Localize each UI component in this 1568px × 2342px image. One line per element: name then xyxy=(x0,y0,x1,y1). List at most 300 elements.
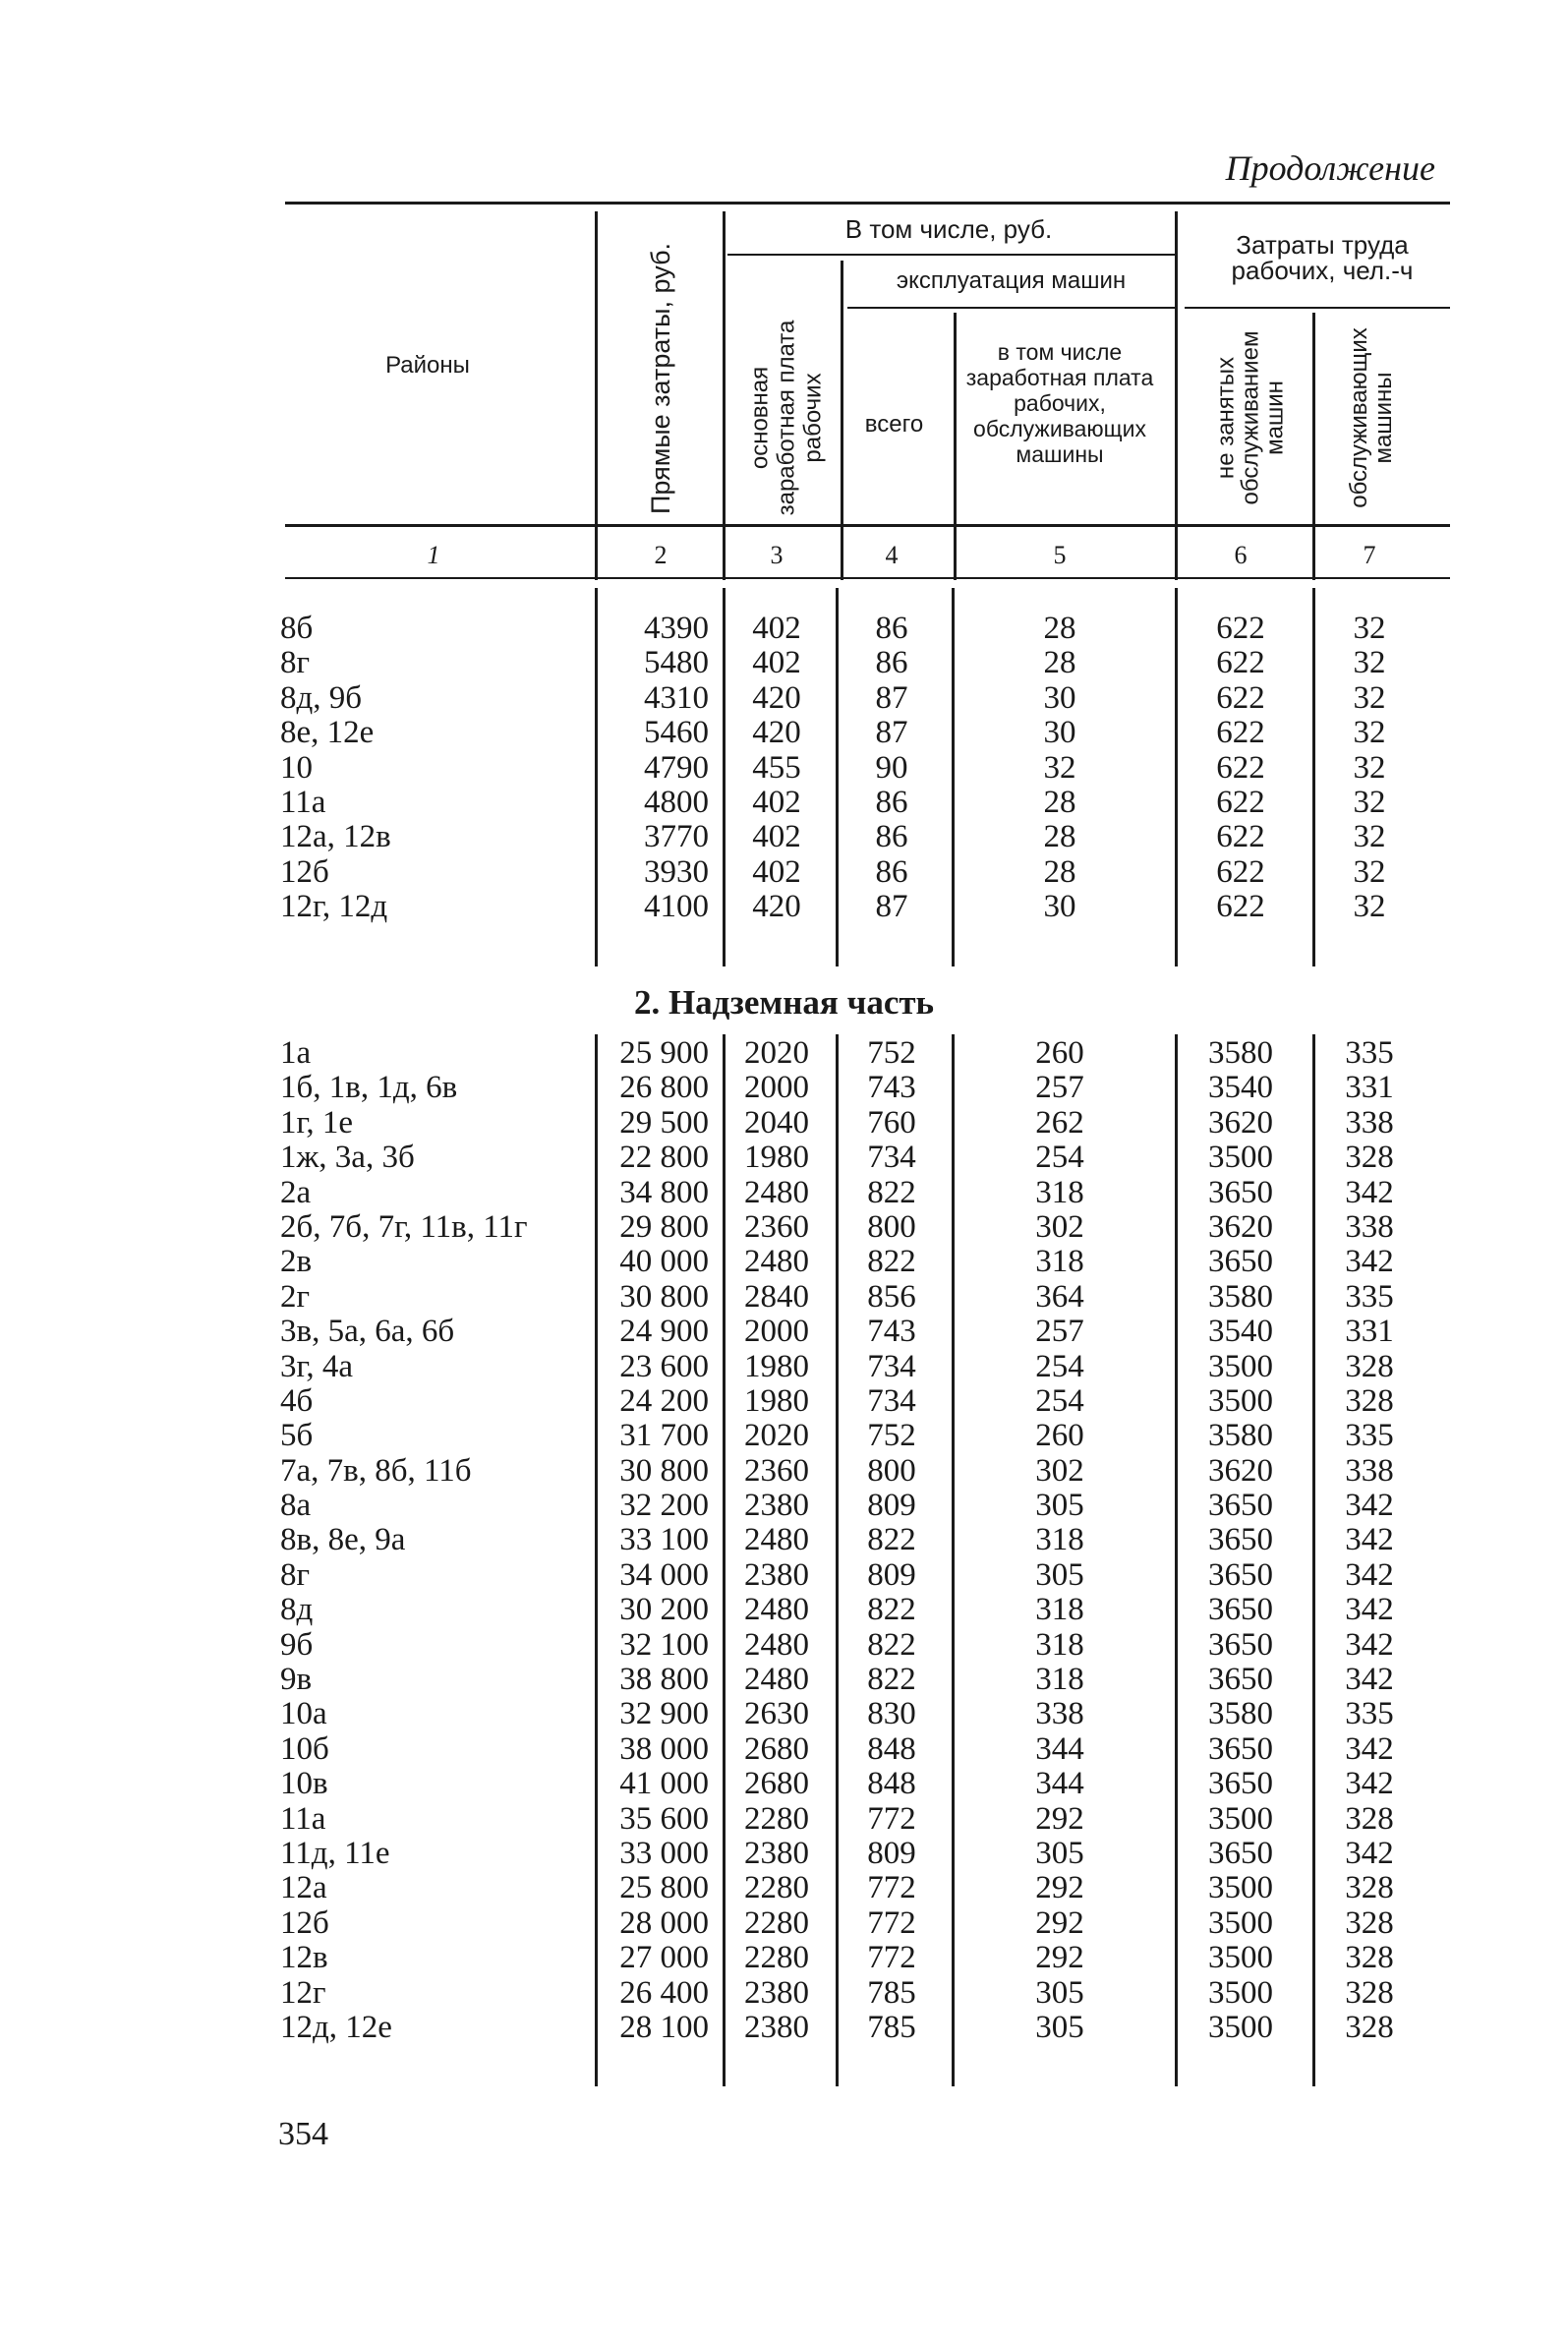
labor-not-machine-cell: 3500 xyxy=(1208,1348,1273,1384)
labor-machine-cell: 32 xyxy=(1353,784,1386,820)
base-wages-cell: 2630 xyxy=(744,1696,809,1732)
base-wages-cell: 402 xyxy=(752,853,801,890)
machine-operator-wages-cell: 318 xyxy=(1035,1174,1084,1210)
direct-costs-cell: 29 500 xyxy=(619,1104,709,1141)
machine-operator-wages-cell: 338 xyxy=(1035,1696,1084,1732)
direct-costs-cell: 4390 xyxy=(644,611,709,646)
labor-not-machine-cell: 3650 xyxy=(1208,1592,1273,1628)
district-cell: 12а, 12в xyxy=(280,819,391,855)
district-cell: 8а xyxy=(280,1488,312,1524)
labor-not-machine-cell: 622 xyxy=(1216,611,1265,646)
base-wages-cell: 402 xyxy=(752,819,801,855)
labor-not-machine-cell: 3650 xyxy=(1208,1730,1273,1767)
district-cell: 3в, 5а, 6а, 6б xyxy=(280,1314,455,1350)
base-wages-cell: 1980 xyxy=(744,1382,809,1419)
header-districts: Районы xyxy=(385,352,470,379)
machines-total-cell: 772 xyxy=(867,1870,916,1906)
district-cell: 2в xyxy=(280,1244,313,1280)
machines-total-cell: 752 xyxy=(867,1035,916,1071)
direct-costs-cell: 31 700 xyxy=(619,1418,709,1454)
machine-operator-wages-cell: 344 xyxy=(1035,1730,1084,1767)
machines-total-cell: 743 xyxy=(867,1314,916,1350)
direct-costs-cell: 30 800 xyxy=(619,1278,709,1315)
section-2-rows xyxy=(0,1036,1568,2045)
column-number: 5 xyxy=(1053,541,1067,569)
subheader-rule-including xyxy=(727,254,1175,256)
table-row xyxy=(0,1036,1568,1071)
machine-operator-wages-cell: 257 xyxy=(1035,1070,1084,1106)
table-row xyxy=(0,1315,1568,1349)
machine-operator-wages-cell: 292 xyxy=(1035,1940,1084,1976)
district-cell: 11а xyxy=(280,1800,326,1837)
table-row xyxy=(0,1245,1568,1279)
direct-costs-cell: 5480 xyxy=(644,645,709,681)
column-number: 1 xyxy=(427,541,440,569)
labor-not-machine-cell: 3500 xyxy=(1208,1940,1273,1976)
col-rule-5 xyxy=(1175,211,1178,580)
base-wages-cell: 2000 xyxy=(744,1070,809,1106)
direct-costs-cell: 32 900 xyxy=(619,1696,709,1732)
labor-not-machine-cell: 3580 xyxy=(1208,1035,1273,1071)
col-rule-4 xyxy=(954,313,957,580)
district-cell: 8е, 12е xyxy=(280,715,375,751)
table-row xyxy=(0,1941,1568,1975)
labor-machine-cell: 342 xyxy=(1345,1244,1394,1280)
direct-costs-cell: 26 800 xyxy=(619,1070,709,1106)
district-cell: 12а xyxy=(280,1870,327,1906)
machine-operator-wages-cell: 257 xyxy=(1035,1314,1084,1350)
machines-total-cell: 734 xyxy=(867,1348,916,1384)
machine-operator-wages-cell: 260 xyxy=(1035,1418,1084,1454)
labor-not-machine-cell: 622 xyxy=(1216,715,1265,751)
labor-machine-cell: 342 xyxy=(1345,1766,1394,1802)
header-group-labor: Затраты труда рабочих, чел.-ч xyxy=(1231,230,1414,285)
machines-total-cell: 800 xyxy=(867,1452,916,1489)
machine-operator-wages-cell: 318 xyxy=(1035,1244,1084,1280)
district-cell: 8д, 9б xyxy=(280,679,363,716)
labor-machine-cell: 32 xyxy=(1353,749,1386,786)
machines-total-cell: 822 xyxy=(867,1626,916,1663)
labor-machine-cell: 328 xyxy=(1345,2009,1394,2045)
table-row xyxy=(0,1976,1568,2011)
labor-not-machine-cell: 3650 xyxy=(1208,1835,1273,1871)
base-wages-cell: 2040 xyxy=(744,1104,809,1141)
col-rule-2 xyxy=(723,211,726,580)
labor-machine-cell: 328 xyxy=(1345,1800,1394,1837)
labor-not-machine-cell: 3580 xyxy=(1208,1696,1273,1732)
direct-costs-cell: 4100 xyxy=(644,889,709,925)
machine-operator-wages-cell: 28 xyxy=(1043,819,1076,855)
machine-operator-wages-cell: 305 xyxy=(1035,1835,1084,1871)
machines-total-cell: 822 xyxy=(867,1592,916,1628)
base-wages-cell: 1980 xyxy=(744,1348,809,1384)
machine-operator-wages-cell: 318 xyxy=(1035,1592,1084,1628)
machine-operator-wages-cell: 28 xyxy=(1043,784,1076,820)
district-cell: 8д xyxy=(280,1592,314,1628)
base-wages-cell: 2380 xyxy=(744,1488,809,1524)
base-wages-cell: 2480 xyxy=(744,1244,809,1280)
labor-not-machine-cell: 3500 xyxy=(1208,1140,1273,1176)
direct-costs-cell: 27 000 xyxy=(619,1940,709,1976)
machine-operator-wages-cell: 254 xyxy=(1035,1348,1084,1384)
labor-machine-cell: 328 xyxy=(1345,1382,1394,1419)
labor-not-machine-cell: 3650 xyxy=(1208,1488,1273,1524)
header-group-including: В том числе, руб. xyxy=(844,214,1053,244)
direct-costs-cell: 25 900 xyxy=(619,1035,709,1071)
machine-operator-wages-cell: 28 xyxy=(1043,611,1076,646)
header-not-machine-workers: не занятых обслуживанием машин xyxy=(1212,330,1289,505)
machines-total-cell: 809 xyxy=(867,1488,916,1524)
labor-machine-cell: 342 xyxy=(1345,1556,1394,1593)
machines-total-cell: 734 xyxy=(867,1140,916,1176)
base-wages-cell: 2280 xyxy=(744,1870,809,1906)
labor-not-machine-cell: 3620 xyxy=(1208,1104,1273,1141)
col-rule-3 xyxy=(841,261,843,580)
district-cell: 10в xyxy=(280,1766,328,1802)
column-number: 3 xyxy=(770,541,784,569)
machine-operator-wages-cell: 305 xyxy=(1035,2009,1084,2045)
district-cell: 11д, 11е xyxy=(280,1835,390,1871)
machines-total-cell: 822 xyxy=(867,1522,916,1558)
labor-machine-cell: 331 xyxy=(1345,1314,1394,1350)
direct-costs-cell: 33 100 xyxy=(619,1522,709,1558)
machine-operator-wages-cell: 318 xyxy=(1035,1626,1084,1663)
district-cell: 12б xyxy=(280,1904,329,1941)
table-row xyxy=(0,1767,1568,1801)
district-cell: 2б, 7б, 7г, 11в, 11г xyxy=(280,1208,528,1245)
district-cell: 12г xyxy=(280,1974,326,2011)
labor-not-machine-cell: 3650 xyxy=(1208,1244,1273,1280)
direct-costs-cell: 33 000 xyxy=(619,1835,709,1871)
labor-machine-cell: 328 xyxy=(1345,1940,1394,1976)
district-cell: 1г, 1е xyxy=(280,1104,353,1141)
direct-costs-cell: 25 800 xyxy=(619,1870,709,1906)
district-cell: 5б xyxy=(280,1418,314,1454)
direct-costs-cell: 29 800 xyxy=(619,1208,709,1245)
direct-costs-cell: 24 900 xyxy=(619,1314,709,1350)
header-bottom-rule xyxy=(285,524,1450,527)
base-wages-cell: 2280 xyxy=(744,1800,809,1837)
labor-not-machine-cell: 3650 xyxy=(1208,1556,1273,1593)
machine-operator-wages-cell: 305 xyxy=(1035,1556,1084,1593)
district-cell: 1б, 1в, 1д, 6в xyxy=(280,1070,458,1106)
direct-costs-cell: 32 200 xyxy=(619,1488,709,1524)
table-row xyxy=(0,612,1568,646)
labor-machine-cell: 328 xyxy=(1345,1348,1394,1384)
base-wages-cell: 2380 xyxy=(744,1556,809,1593)
machine-operator-wages-cell: 30 xyxy=(1043,715,1076,751)
district-cell: 8б xyxy=(280,611,314,646)
table-row xyxy=(0,1871,1568,1905)
labor-machine-cell: 331 xyxy=(1345,1070,1394,1106)
page-number: 354 xyxy=(278,2116,328,2152)
district-cell: 12б xyxy=(280,853,329,890)
labor-not-machine-cell: 3620 xyxy=(1208,1208,1273,1245)
header-machines-total: всего xyxy=(864,411,924,438)
district-cell: 8г xyxy=(280,645,311,681)
table-row xyxy=(0,1176,1568,1210)
district-cell: 4б xyxy=(280,1382,314,1419)
base-wages-cell: 2000 xyxy=(744,1314,809,1350)
labor-not-machine-cell: 3500 xyxy=(1208,1800,1273,1837)
labor-not-machine-cell: 3500 xyxy=(1208,2009,1273,2045)
column-number: 2 xyxy=(654,541,668,569)
direct-costs-cell: 23 600 xyxy=(619,1348,709,1384)
district-cell: 10б xyxy=(280,1730,329,1767)
machines-total-cell: 87 xyxy=(875,715,908,751)
direct-costs-cell: 38 800 xyxy=(619,1662,709,1698)
labor-machine-cell: 342 xyxy=(1345,1730,1394,1767)
labor-machine-cell: 32 xyxy=(1353,715,1386,751)
district-cell: 3г, 4а xyxy=(280,1348,353,1384)
machine-operator-wages-cell: 260 xyxy=(1035,1035,1084,1071)
table-row xyxy=(0,1697,1568,1731)
machines-total-cell: 785 xyxy=(867,1974,916,2011)
base-wages-cell: 2380 xyxy=(744,1835,809,1871)
direct-costs-cell: 32 100 xyxy=(619,1626,709,1663)
labor-not-machine-cell: 3500 xyxy=(1208,1382,1273,1419)
table-row xyxy=(0,820,1568,854)
base-wages-cell: 2480 xyxy=(744,1626,809,1663)
direct-costs-cell: 41 000 xyxy=(619,1766,709,1802)
labor-not-machine-cell: 622 xyxy=(1216,819,1265,855)
machines-total-cell: 772 xyxy=(867,1904,916,1941)
header-base-wages: основная заработная плата рабочих xyxy=(746,320,827,516)
table-row xyxy=(0,681,1568,716)
header-top-rule xyxy=(285,202,1450,205)
machines-total-cell: 822 xyxy=(867,1174,916,1210)
labor-not-machine-cell: 622 xyxy=(1216,853,1265,890)
labor-not-machine-cell: 3650 xyxy=(1208,1626,1273,1663)
labor-machine-cell: 342 xyxy=(1345,1592,1394,1628)
district-cell: 9б xyxy=(280,1626,314,1663)
labor-machine-cell: 32 xyxy=(1353,853,1386,890)
labor-machine-cell: 335 xyxy=(1345,1696,1394,1732)
machine-operator-wages-cell: 318 xyxy=(1035,1662,1084,1698)
labor-not-machine-cell: 3500 xyxy=(1208,1904,1273,1941)
machine-operator-wages-cell: 344 xyxy=(1035,1766,1084,1802)
base-wages-cell: 2380 xyxy=(744,2009,809,2045)
base-wages-cell: 402 xyxy=(752,645,801,681)
labor-not-machine-cell: 3500 xyxy=(1208,1870,1273,1906)
direct-costs-cell: 4800 xyxy=(644,784,709,820)
base-wages-cell: 2840 xyxy=(744,1278,809,1315)
labor-not-machine-cell: 3650 xyxy=(1208,1522,1273,1558)
base-wages-cell: 2280 xyxy=(744,1904,809,1941)
direct-costs-cell: 30 200 xyxy=(619,1592,709,1628)
labor-machine-cell: 342 xyxy=(1345,1174,1394,1210)
machines-total-cell: 772 xyxy=(867,1940,916,1976)
machines-total-cell: 785 xyxy=(867,2009,916,2045)
district-cell: 10 xyxy=(280,749,313,786)
column-number: 7 xyxy=(1363,541,1376,569)
base-wages-cell: 2480 xyxy=(744,1662,809,1698)
labor-machine-cell: 335 xyxy=(1345,1278,1394,1315)
table-row xyxy=(0,1280,1568,1315)
direct-costs-cell: 30 800 xyxy=(619,1452,709,1489)
table-row xyxy=(0,1906,1568,1941)
direct-costs-cell: 35 600 xyxy=(619,1800,709,1837)
labor-not-machine-cell: 3620 xyxy=(1208,1452,1273,1489)
base-wages-cell: 1980 xyxy=(744,1140,809,1176)
district-cell: 8в, 8е, 9а xyxy=(280,1522,406,1558)
machine-operator-wages-cell: 30 xyxy=(1043,889,1076,925)
machine-operator-wages-cell: 292 xyxy=(1035,1904,1084,1941)
district-cell: 12г, 12д xyxy=(280,889,388,925)
direct-costs-cell: 4790 xyxy=(644,749,709,786)
base-wages-cell: 420 xyxy=(752,679,801,716)
direct-costs-cell: 28 000 xyxy=(619,1904,709,1941)
direct-costs-cell: 28 100 xyxy=(619,2009,709,2045)
labor-not-machine-cell: 3580 xyxy=(1208,1278,1273,1315)
machines-total-cell: 86 xyxy=(875,784,908,820)
base-wages-cell: 2020 xyxy=(744,1035,809,1071)
continuation-label: Продолжение xyxy=(1225,148,1435,188)
labor-not-machine-cell: 622 xyxy=(1216,889,1265,925)
machine-operator-wages-cell: 254 xyxy=(1035,1382,1084,1419)
district-cell: 1ж, 3а, 3б xyxy=(280,1140,415,1176)
labor-machine-cell: 342 xyxy=(1345,1488,1394,1524)
machines-total-cell: 809 xyxy=(867,1556,916,1593)
machine-operator-wages-cell: 364 xyxy=(1035,1278,1084,1315)
base-wages-cell: 2280 xyxy=(744,1940,809,1976)
base-wages-cell: 420 xyxy=(752,889,801,925)
col-rule-1 xyxy=(595,211,598,580)
labor-not-machine-cell: 3500 xyxy=(1208,1974,1273,2011)
labor-machine-cell: 32 xyxy=(1353,679,1386,716)
labor-machine-cell: 342 xyxy=(1345,1835,1394,1871)
machine-operator-wages-cell: 302 xyxy=(1035,1452,1084,1489)
direct-costs-cell: 3770 xyxy=(644,819,709,855)
labor-machine-cell: 342 xyxy=(1345,1662,1394,1698)
machines-total-cell: 822 xyxy=(867,1662,916,1698)
district-cell: 9в xyxy=(280,1662,313,1698)
machine-operator-wages-cell: 305 xyxy=(1035,1974,1084,2011)
district-cell: 2а xyxy=(280,1174,312,1210)
base-wages-cell: 402 xyxy=(752,784,801,820)
machines-total-cell: 856 xyxy=(867,1278,916,1315)
colnum-bottom-rule xyxy=(285,577,1450,579)
machines-total-cell: 87 xyxy=(875,889,908,925)
district-cell: 8г xyxy=(280,1556,311,1593)
labor-machine-cell: 338 xyxy=(1345,1104,1394,1141)
base-wages-cell: 2680 xyxy=(744,1766,809,1802)
machines-total-cell: 86 xyxy=(875,611,908,646)
machine-operator-wages-cell: 262 xyxy=(1035,1104,1084,1141)
labor-machine-cell: 32 xyxy=(1353,611,1386,646)
machines-total-cell: 848 xyxy=(867,1766,916,1802)
labor-not-machine-cell: 3540 xyxy=(1208,1314,1273,1350)
table-row xyxy=(0,1350,1568,1384)
labor-not-machine-cell: 622 xyxy=(1216,749,1265,786)
district-cell: 1а xyxy=(280,1035,312,1071)
table-row xyxy=(0,1732,1568,1767)
direct-costs-cell: 24 200 xyxy=(619,1382,709,1419)
base-wages-cell: 2480 xyxy=(744,1522,809,1558)
machines-total-cell: 772 xyxy=(867,1800,916,1837)
district-cell: 10а xyxy=(280,1696,327,1732)
base-wages-cell: 420 xyxy=(752,715,801,751)
table-row xyxy=(0,1802,1568,1837)
labor-not-machine-cell: 3650 xyxy=(1208,1662,1273,1698)
table-row xyxy=(0,786,1568,820)
direct-costs-cell: 34 800 xyxy=(619,1174,709,1210)
machine-operator-wages-cell: 305 xyxy=(1035,1488,1084,1524)
labor-machine-cell: 342 xyxy=(1345,1626,1394,1663)
subheader-rule-machines xyxy=(847,307,1175,309)
section-2-title: 2. Надземная часть xyxy=(633,983,935,1022)
district-cell: 12д, 12е xyxy=(280,2009,392,2045)
machines-total-cell: 848 xyxy=(867,1730,916,1767)
machines-total-cell: 809 xyxy=(867,1835,916,1871)
machine-operator-wages-cell: 28 xyxy=(1043,645,1076,681)
machine-operator-wages-cell: 318 xyxy=(1035,1522,1084,1558)
column-number: 4 xyxy=(885,541,899,569)
table-row xyxy=(0,1106,1568,1141)
table-row xyxy=(0,1523,1568,1557)
district-cell: 11а xyxy=(280,784,326,820)
table-row xyxy=(0,890,1568,924)
machines-total-cell: 752 xyxy=(867,1418,916,1454)
table-row xyxy=(0,1663,1568,1697)
labor-machine-cell: 32 xyxy=(1353,889,1386,925)
table-row xyxy=(0,1628,1568,1663)
labor-not-machine-cell: 3580 xyxy=(1208,1418,1273,1454)
machine-operator-wages-cell: 292 xyxy=(1035,1870,1084,1906)
machines-total-cell: 86 xyxy=(875,819,908,855)
district-cell: 2г xyxy=(280,1278,311,1315)
table-row xyxy=(0,716,1568,750)
header-machine-operator-wages: в том числе заработная плата рабочих, обслуживающих машины xyxy=(965,339,1154,467)
base-wages-cell: 2360 xyxy=(744,1452,809,1489)
labor-machine-cell: 338 xyxy=(1345,1452,1394,1489)
base-wages-cell: 2360 xyxy=(744,1208,809,1245)
table-row xyxy=(0,1071,1568,1105)
table-row xyxy=(0,2011,1568,2045)
machines-total-cell: 743 xyxy=(867,1070,916,1106)
section-1-rows xyxy=(0,612,1568,925)
machines-total-cell: 86 xyxy=(875,645,908,681)
district-cell: 7а, 7в, 8б, 11б xyxy=(280,1452,472,1489)
labor-machine-cell: 328 xyxy=(1345,1140,1394,1176)
table-row xyxy=(0,1593,1568,1627)
table-row xyxy=(0,1210,1568,1245)
table-row xyxy=(0,1558,1568,1593)
table-row xyxy=(0,751,1568,786)
labor-machine-cell: 328 xyxy=(1345,1904,1394,1941)
direct-costs-cell: 26 400 xyxy=(619,1974,709,2011)
labor-machine-cell: 32 xyxy=(1353,645,1386,681)
labor-machine-cell: 335 xyxy=(1345,1418,1394,1454)
machine-operator-wages-cell: 254 xyxy=(1035,1140,1084,1176)
machine-operator-wages-cell: 32 xyxy=(1043,749,1076,786)
machines-total-cell: 800 xyxy=(867,1208,916,1245)
machines-total-cell: 90 xyxy=(875,749,908,786)
machines-total-cell: 734 xyxy=(867,1382,916,1419)
table-row xyxy=(0,1489,1568,1523)
labor-machine-cell: 328 xyxy=(1345,1974,1394,2011)
labor-machine-cell: 338 xyxy=(1345,1208,1394,1245)
base-wages-cell: 2020 xyxy=(744,1418,809,1454)
machines-total-cell: 822 xyxy=(867,1244,916,1280)
table-row xyxy=(0,646,1568,680)
labor-not-machine-cell: 622 xyxy=(1216,645,1265,681)
base-wages-cell: 402 xyxy=(752,611,801,646)
table-row xyxy=(0,1384,1568,1419)
machines-total-cell: 760 xyxy=(867,1104,916,1141)
subheader-rule-labor xyxy=(1185,307,1450,309)
labor-machine-cell: 342 xyxy=(1345,1522,1394,1558)
